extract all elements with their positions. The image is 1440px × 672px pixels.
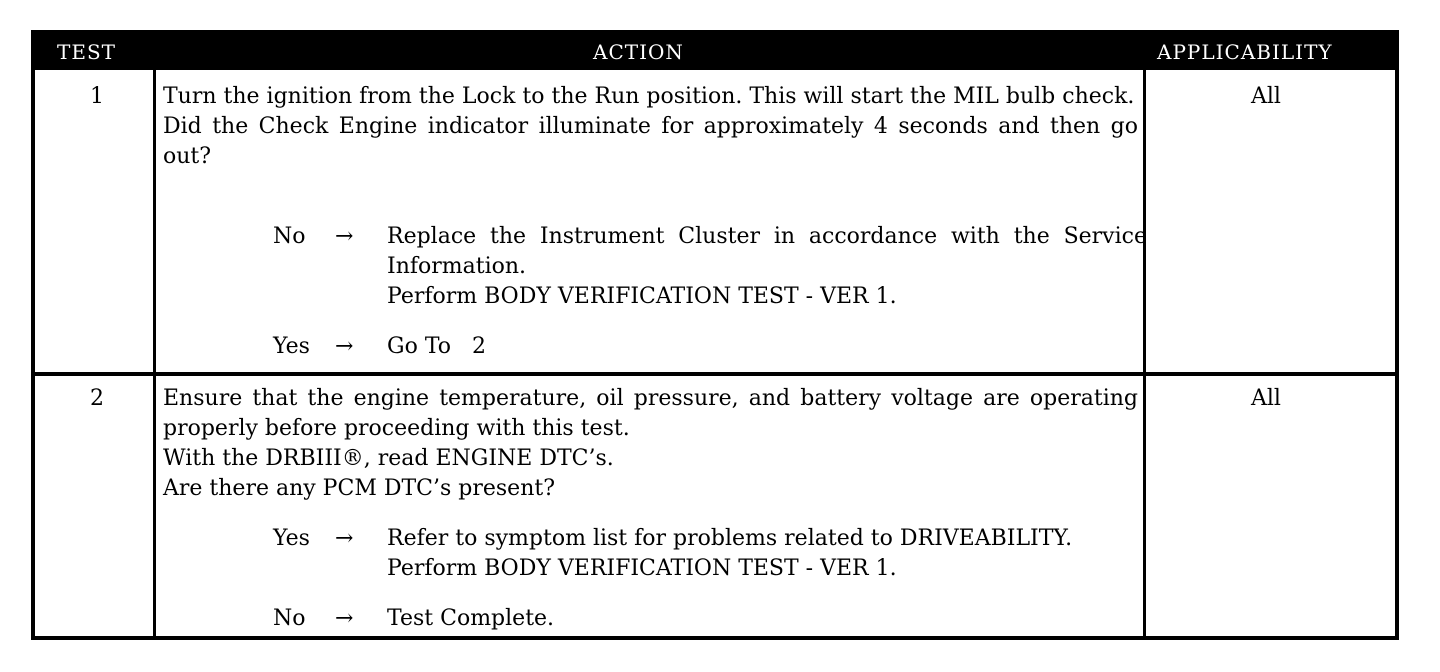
response-yes <box>273 524 1153 584</box>
response-key: No <box>273 606 306 631</box>
test-number: 1 <box>90 84 104 109</box>
table-header <box>35 34 1395 70</box>
response-text <box>387 332 1147 362</box>
response-line: Test Complete. <box>387 606 555 631</box>
action-line: Ensure that the engine temperature, oil pressure, and battery voltage are operating properly before proceeding with this test. <box>163 386 1138 441</box>
action-line: Are there any PCM DTC’s present? <box>163 476 555 501</box>
response-line: Go To 2 <box>387 334 486 359</box>
action-line: Turn the ignition from the Lock to the Run position. This will start the MIL bulb check. <box>163 84 1135 109</box>
action-text <box>163 82 1138 172</box>
response-text <box>387 604 1147 634</box>
response-line: Replace the Instrument Cluster in accordance with the Service Information. <box>387 224 1147 279</box>
diagnostic-test-table <box>31 30 1399 640</box>
response-line: Refer to symptom list for problems related to DRIVEABILITY. <box>387 526 1073 551</box>
table-row <box>35 372 1395 640</box>
header-applicability: APPLICABILITY <box>1157 40 1333 64</box>
header-action: ACTION <box>593 40 684 64</box>
applicability-value: All <box>1251 386 1281 411</box>
arrow-icon: → <box>335 606 354 631</box>
header-test: TEST <box>57 40 116 64</box>
response-no <box>273 604 1153 634</box>
test-number: 2 <box>90 386 104 411</box>
arrow-icon: → <box>335 334 354 359</box>
arrow-icon: → <box>335 526 354 551</box>
action-line: With the DRBIII®, read ENGINE DTC’s. <box>163 446 614 471</box>
response-key: No <box>273 224 306 249</box>
applicability-value: All <box>1251 84 1281 109</box>
response-line: Perform BODY VERIFICATION TEST - VER 1. <box>387 556 897 581</box>
response-text <box>387 222 1147 312</box>
response-no <box>273 222 1153 312</box>
action-line: Did the Check Engine indicator illuminate for approximately 4 seconds and then go out? <box>163 114 1138 169</box>
action-text <box>163 384 1138 504</box>
response-text <box>387 524 1147 584</box>
response-key: Yes <box>273 526 310 551</box>
response-key: Yes <box>273 334 310 359</box>
response-line: Perform BODY VERIFICATION TEST - VER 1. <box>387 284 897 309</box>
response-yes <box>273 332 1153 362</box>
table-row <box>35 70 1395 372</box>
arrow-icon: → <box>335 224 354 249</box>
